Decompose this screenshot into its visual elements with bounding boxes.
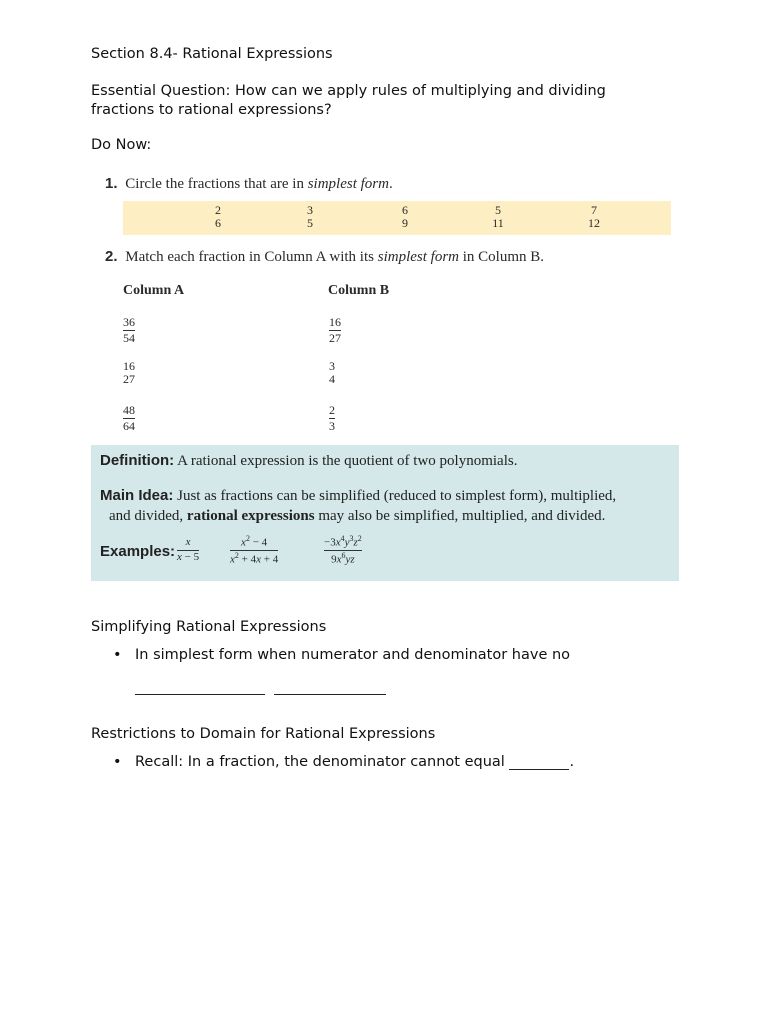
question-1-number: 1.	[105, 175, 118, 192]
numerator: 3	[329, 359, 335, 373]
definition-text: A rational expression is the quotient of two polynomials.	[177, 453, 518, 469]
column-fraction	[329, 360, 335, 385]
page-title: Section 8.4- Rational Expressions	[91, 46, 333, 62]
numerator: 3	[307, 203, 313, 217]
do-now-label: Do Now:	[91, 137, 152, 153]
restrictions-bullet-end: .	[569, 754, 575, 770]
numerator: 36	[123, 315, 135, 329]
simplifying-bullet-text: In simplest form when numerator and denominator have no	[135, 647, 571, 663]
main-idea-text-2b: may also be simplified, multiplied, and divided.	[314, 508, 606, 524]
question-1-text-end: .	[388, 176, 393, 192]
answer-blanks	[135, 676, 386, 695]
essential-question: Essential Question: How can we apply rules of multiplying and dividing fractions to rational expressions?	[91, 83, 606, 118]
restrictions-heading: Restrictions to Domain for Rational Expressions	[91, 726, 436, 742]
column-fraction	[123, 360, 135, 385]
column-fraction	[329, 316, 341, 344]
fraction-band	[123, 201, 671, 235]
q1-fraction	[583, 204, 605, 229]
main-idea-bold: rational expressions	[186, 508, 315, 524]
simplifying-bullet	[113, 647, 570, 663]
q1-fraction	[207, 204, 229, 229]
main-idea-text-2a: and divided,	[109, 508, 187, 524]
main-idea-line-1	[100, 487, 616, 505]
q1-fraction	[299, 204, 321, 229]
question-1-italic: simplest form	[307, 176, 389, 192]
q1-fraction	[487, 204, 509, 229]
denominator: 11	[492, 215, 504, 230]
main-idea-label: Main Idea:	[100, 487, 174, 504]
numerator: 16	[329, 315, 341, 329]
column-b-header: Column B	[328, 283, 390, 298]
definition-box	[91, 445, 679, 581]
question-2	[105, 248, 544, 266]
answer-blank-2[interactable]	[274, 680, 386, 695]
question-1	[105, 175, 393, 193]
denominator: 54	[123, 330, 135, 345]
denominator: 5	[307, 215, 313, 230]
main-idea-line-2	[109, 508, 605, 525]
denominator: 4	[329, 371, 335, 386]
numerator: 2	[215, 203, 221, 217]
answer-blank-3[interactable]	[509, 757, 569, 770]
examples-label: Examples:	[100, 543, 176, 560]
definition-label: Definition:	[100, 452, 175, 469]
column-fraction	[123, 316, 135, 344]
answer-blank-1[interactable]	[135, 680, 265, 695]
numerator: 7	[591, 203, 597, 217]
numerator: 48	[123, 403, 135, 417]
numerator: 2	[329, 403, 335, 417]
simplifying-heading: Simplifying Rational Expressions	[91, 619, 327, 635]
numerator: 6	[402, 203, 408, 217]
restrictions-bullet-text: Recall: In a fraction, the denominator cannot equal	[135, 754, 505, 770]
definition-line	[100, 452, 517, 470]
main-idea-text-1: Just as fractions can be simplified (reduced to simplest form), multiplied,	[177, 488, 617, 504]
denominator: 9	[402, 215, 408, 230]
question-2-text-end: in Column B.	[459, 249, 545, 265]
question-2-text: Match each fraction in Column A with its	[125, 249, 378, 265]
example-fraction-2: $x^2 - 4$ $x^2 + 4x + 4$	[230, 534, 279, 566]
denominator: 3	[329, 418, 335, 433]
q1-fraction	[394, 204, 416, 229]
denominator: 64	[123, 418, 135, 433]
question-1-text: Circle the fractions that are in	[125, 176, 308, 192]
column-fraction	[123, 404, 135, 432]
question-2-number: 2.	[105, 248, 118, 265]
denominator: 27	[329, 330, 341, 345]
bullet-icon: •	[113, 754, 122, 770]
denominator: 27	[123, 371, 135, 386]
column-a-header: Column A	[123, 283, 185, 298]
column-fraction	[329, 404, 335, 432]
example-fraction-1: x x − 5	[177, 536, 200, 563]
bullet-icon: •	[113, 647, 122, 663]
numerator: 16	[123, 359, 135, 373]
restrictions-bullet	[113, 754, 574, 770]
denominator: 6	[215, 215, 221, 230]
numerator: 5	[495, 203, 501, 217]
denominator: 12	[588, 215, 600, 230]
example-fraction-3: $-3x^4y^3z^2$ $9x^6yz$	[324, 534, 362, 566]
question-2-italic: simplest form	[377, 249, 459, 265]
